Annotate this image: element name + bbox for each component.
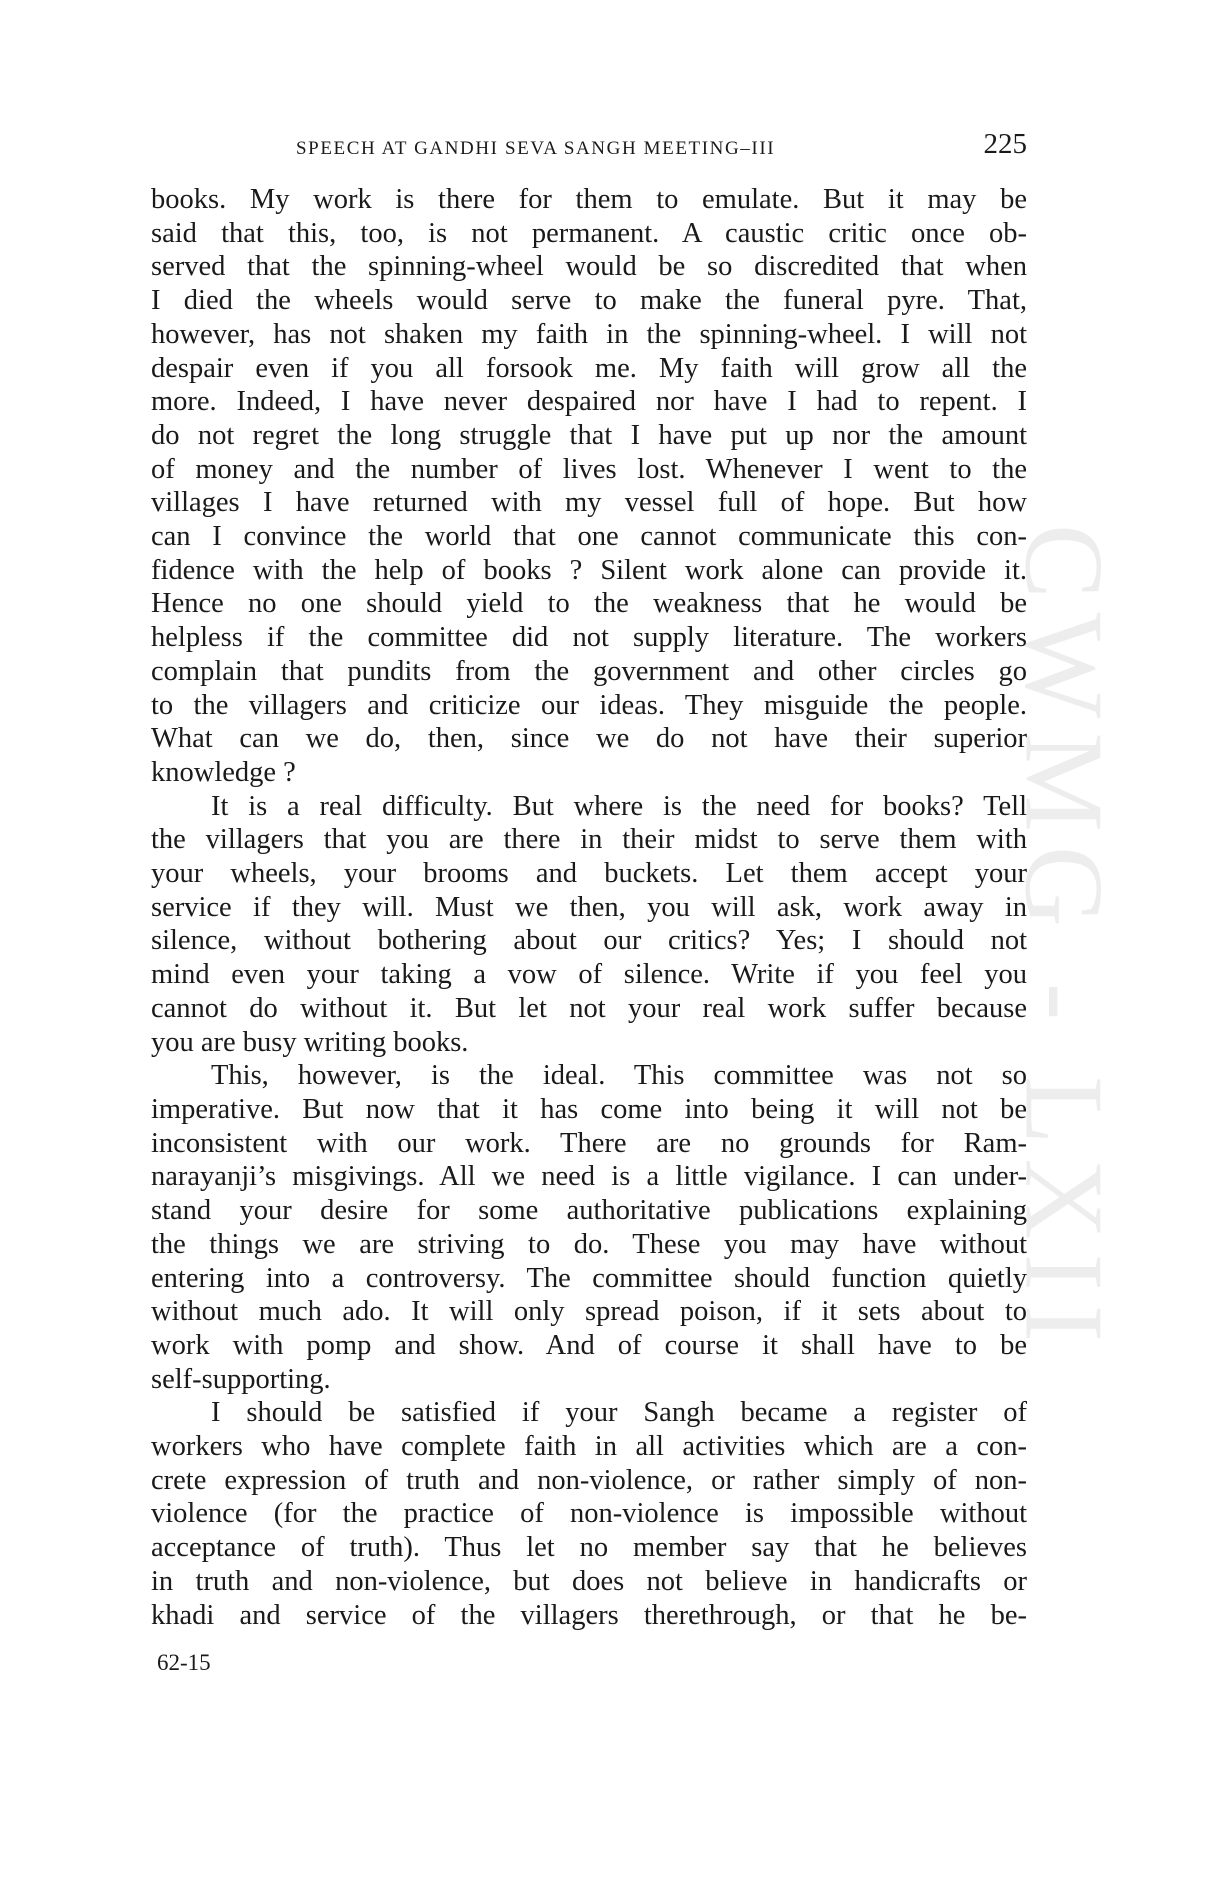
paragraph-4	[151, 1396, 1027, 1632]
paragraph-1	[151, 183, 1027, 790]
text-line: workers who have complete faith in all activities which are a con-	[151, 1431, 1027, 1463]
text-line: villages I have returned with my vessel full of hope. But how	[151, 487, 1027, 519]
watermark-text: CWMG - LXII	[1001, 523, 1126, 1357]
text-line: you are busy writing books.	[151, 1026, 469, 1058]
text-line: khadi and service of the villagers therethrough, or that he be-	[151, 1599, 1027, 1631]
text-line: more. Indeed, I have never despaired nor have I had to repent. I	[151, 386, 1027, 418]
text-line: your wheels, your brooms and buckets. Let them accept your	[151, 858, 1027, 890]
body-text	[151, 183, 1027, 1632]
running-title: SPEECH AT GANDHI SEVA SANGH MEETING–III	[296, 138, 776, 159]
text-line: in truth and non-violence, but does not believe in handicrafts or	[151, 1565, 1027, 1597]
text-line: violence (for the practice of non-violence is impossible without	[151, 1498, 1027, 1530]
text-line: stand your desire for some authoritative publications explaining	[151, 1195, 1027, 1227]
text-line: despair even if you all forsook me. My faith will grow all the	[151, 352, 1027, 384]
signature-mark: 62-15	[157, 1650, 211, 1675]
text-line: knowledge ?	[151, 756, 296, 788]
text-line: silence, without bothering about our critics? Yes; I should not	[151, 925, 1027, 957]
running-head	[151, 128, 1027, 168]
paragraph-2	[151, 790, 1027, 1060]
page	[151, 0, 1027, 1890]
text-line: narayanji’s misgivings. All we need is a little vigilance. I can under-	[151, 1161, 1027, 1193]
text-line: complain that pundits from the government and other circles go	[151, 655, 1027, 687]
text-line: work with pomp and show. And of course it shall have to be	[151, 1329, 1027, 1361]
text-line: however, has not shaken my faith in the spinning-wheel. I will not	[151, 318, 1027, 350]
text-line: without much ado. It will only spread poison, if it sets about to	[151, 1296, 1027, 1328]
text-line: do not regret the long struggle that I have put up nor the amount	[151, 419, 1027, 451]
paragraph-3	[151, 1059, 1027, 1396]
text-line: mind even your taking a vow of silence. Write if you feel you	[151, 959, 1027, 991]
text-line: of money and the number of lives lost. Whenever I went to the	[151, 453, 1027, 485]
text-line: This, however, is the ideal. This committee was not so	[211, 1060, 1027, 1092]
text-line: the villagers that you are there in their midst to serve them with	[151, 824, 1027, 856]
text-line: service if they will. Must we then, you will ask, work away in	[151, 891, 1027, 923]
text-line: What can we do, then, since we do not have their superior	[151, 723, 1027, 755]
text-line: acceptance of truth). Thus let no member say that he believes	[151, 1532, 1027, 1564]
text-line: imperative. But now that it has come into being it will not be	[151, 1093, 1027, 1125]
text-line: the things we are striving to do. These you may have without	[151, 1228, 1027, 1260]
text-line: self-supporting.	[151, 1363, 331, 1395]
text-line: crete expression of truth and non-violence, or rather simply of non-	[151, 1464, 1027, 1496]
text-line: served that the spinning-wheel would be so discredited that when	[151, 251, 1027, 283]
text-line: It is a real difficulty. But where is the need for books? Tell	[211, 790, 1027, 822]
page-number: 225	[983, 128, 1027, 160]
text-line: Hence no one should yield to the weakness that he would be	[151, 588, 1027, 620]
text-line: fidence with the help of books ? Silent work alone can provide it.	[151, 554, 1027, 586]
text-line: I died the wheels would serve to make the funeral pyre. That,	[151, 285, 1027, 317]
text-line: entering into a controversy. The committee should function quietly	[151, 1262, 1027, 1294]
text-line: I should be satisfied if your Sangh became a register of	[211, 1397, 1027, 1429]
text-line: can I convince the world that one cannot communicate this con-	[151, 521, 1027, 553]
text-line: helpless if the committee did not supply literature. The workers	[151, 622, 1027, 654]
text-line: cannot do without it. But let not your real work suffer because	[151, 992, 1027, 1024]
text-line: to the villagers and criticize our ideas. They misguide the people.	[151, 689, 1027, 721]
text-line: inconsistent with our work. There are no grounds for Ram-	[151, 1127, 1027, 1159]
text-line: said that this, too, is not permanent. A caustic critic once ob-	[151, 217, 1027, 249]
text-line: books. My work is there for them to emulate. But it may be	[151, 184, 1027, 215]
